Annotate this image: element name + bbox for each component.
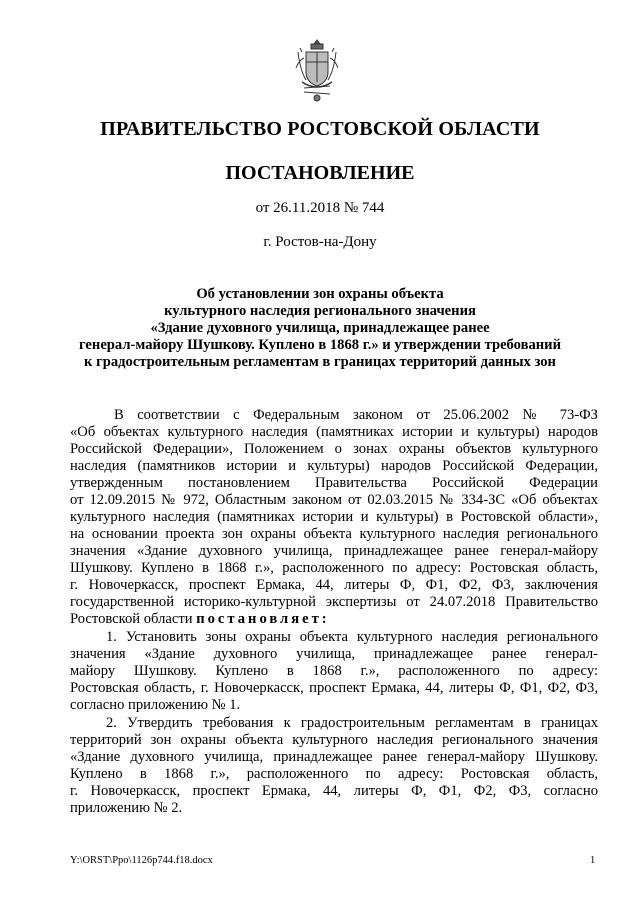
- text-line: 1. Установить зоны охраны объекта культурного наследия регионального: [106, 629, 598, 645]
- text-line: Шушкову. Куплено в 1868 г.», расположенного по адресу: Ростовская область,: [70, 560, 598, 576]
- text-line: 2. Утвердить требования к градостроительным регламентам в границах: [106, 715, 598, 731]
- text-line: культурного наследия (памятниках истории и культуры) в Ростовской области»,: [70, 509, 598, 525]
- city: г. Ростов-на-Дону: [263, 234, 377, 250]
- text-line: государственной историко-культурной экспертизы от 24.07.2018 Правительство: [70, 594, 598, 610]
- text-line: согласно приложению № 1.: [70, 697, 241, 713]
- text-line: Российской Федерации», Положением о зонах охраны объектов культурного: [70, 441, 598, 457]
- title-line: к градостроительным регламентам в границах территорий данных зон: [84, 354, 556, 370]
- document-title: [60, 286, 580, 371]
- text-line: Ростовская область, г. Новочеркасск, проспект Ермака, 44, литеры Ф, Ф1, Ф2, Ф3,: [70, 680, 598, 696]
- title-line: генерал-майору Шушкову. Куплено в 1868 г.» и утверждении требований: [79, 337, 561, 353]
- text-line: от 12.09.2015 № 972, Областным законом от 02.03.2015 № 334-ЗС «Об объектах: [70, 492, 598, 508]
- text-line: значения «Здание духовного училища, принадлежащее ранее генерал-майору: [70, 543, 598, 559]
- resolves-word: постановляет:: [196, 611, 330, 627]
- text-line: приложению № 2.: [70, 800, 183, 816]
- text-line: «Здание духовного училища, принадлежащее ранее генерал-майору Шушкову.: [70, 749, 598, 765]
- date-number: от 26.11.2018 № 744: [255, 200, 385, 216]
- resolution-prefix: Ростовской области: [70, 611, 197, 627]
- coat-of-arms-icon: [294, 38, 340, 104]
- text-line: майору Шушкову. Куплено в 1868 г.», расположенного по адресу:: [70, 663, 598, 679]
- text-line: г. Новочеркасск, проспект Ермака, 44, литеры Ф, Ф1, Ф2, Ф3, заключения: [70, 577, 598, 593]
- footer-file-path: Y:\ORST\Ppo\1126p744.f18.docx: [70, 855, 213, 866]
- text-line: Куплено в 1868 г.», расположенного по адресу: Ростовская область,: [70, 766, 598, 782]
- text-line: наследия (памятников истории и культуры) народов Российской Федерации,: [70, 458, 598, 474]
- page-number: 1: [590, 855, 596, 866]
- text-line: утвержденным постановлением Правительства Российской Федерации: [70, 475, 598, 491]
- text-line: территорий зон охраны объекта культурного наследия регионального значения: [70, 732, 598, 748]
- document-type: ПОСТАНОВЛЕНИЕ: [225, 162, 415, 184]
- title-line: культурного наследия регионального значения: [164, 303, 476, 319]
- preamble-paragraph: [70, 407, 598, 628]
- text-line: [70, 611, 598, 628]
- text-line: г. Новочеркасск, проспект Ермака, 44, литеры Ф, Ф1, Ф2, Ф3, согласно: [70, 783, 598, 799]
- item-1-paragraph: [70, 629, 598, 714]
- organization-title: ПРАВИТЕЛЬСТВО РОСТОВСКОЙ ОБЛАСТИ: [100, 118, 540, 140]
- title-line: Об установлении зон охраны объекта: [196, 286, 444, 302]
- text-line: значения «Здание духовного училища, принадлежащее ранее генерал-: [70, 646, 598, 662]
- item-2-paragraph: [70, 715, 598, 817]
- text-line: В соответствии с Федеральным законом от 25.06.2002 № 73-ФЗ: [114, 407, 598, 423]
- title-line: «Здание духовного училища, принадлежащее ранее: [150, 320, 490, 336]
- text-line: «Об объектах культурного наследия (памятниках истории и культуры) народов: [70, 424, 598, 440]
- text-line: на основании проекта зон охраны объекта культурного наследия регионального: [70, 526, 598, 542]
